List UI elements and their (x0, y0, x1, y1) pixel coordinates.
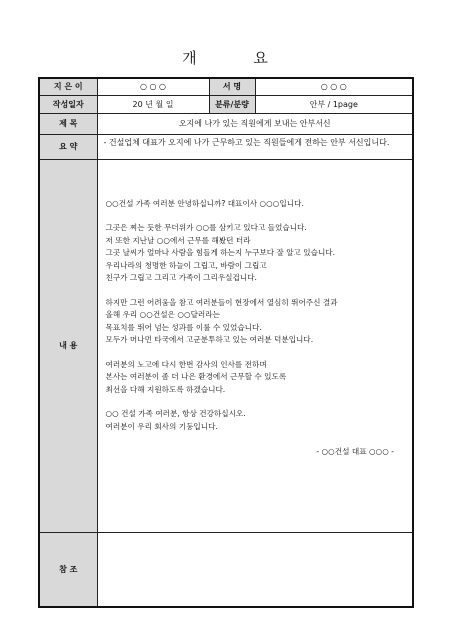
letter-signoff: - ○○건설 대표 ○○○ - (316, 446, 394, 456)
signature-value[interactable]: ○ ○ ○ (255, 78, 413, 95)
document-title: 개 요 (182, 49, 294, 67)
subject-label: 제 목 (39, 113, 97, 134)
letter-line: 그곳 날씨가 얼마나 사람을 힘들게 하는지 누구보다 잘 알고 있습니다. (105, 248, 336, 258)
date-label: 작성일자 (39, 95, 97, 113)
letter-body (98, 160, 413, 458)
subject-value[interactable]: 오지에 나가 있는 직원에게 보내는 안부서신 (97, 113, 413, 134)
signature-label: 서 명 (209, 78, 255, 95)
content-row (39, 159, 413, 532)
category-value[interactable]: 안부 / 1page (255, 95, 413, 113)
letter-line: 여러분의 노고에 다시 한번 감사의 인사를 전하며 (105, 359, 267, 369)
letter-line: 저 또한 지난날 ○○에서 근무를 해봤던 터라 (105, 235, 251, 245)
summary-label: 요 약 (39, 134, 97, 159)
category-label: 분류/분량 (209, 95, 255, 113)
letter-line: 우리나라의 청명한 하늘이 그립고, 바람이 그립고 (105, 260, 267, 270)
date-row (39, 95, 413, 113)
summary-value[interactable]: - 건설업체 대표가 오지에 나가 근무하고 있는 직원들에게 전하는 안부 서신입니다. (97, 134, 413, 159)
author-row (39, 78, 413, 95)
date-value[interactable]: 20 년 월 일 (97, 95, 209, 113)
subject-row (39, 113, 413, 134)
letter-line: 최선을 다해 지원하도록 하겠습니다. (105, 384, 226, 394)
letter-line: 목표치를 뛰어 넘는 성과를 이룰 수 있었습니다. (105, 322, 262, 332)
author-value[interactable]: ○ ○ ○ (97, 78, 209, 95)
reference-row (39, 532, 413, 607)
author-label: 지 은 이 (39, 78, 97, 95)
letter-line: ○○ 건설 가족 여러분, 항상 건강하십시오. (105, 409, 246, 419)
letter-line: 하지만 그런 어려움을 참고 여러분들이 현장에서 열심히 뛰어주신 결과 (105, 297, 338, 307)
letter-line: 여러분이 우리 회사의 기둥입니다. (105, 421, 218, 431)
letter-line: 올해 우리 ○○건설은 ○○달러라는 (105, 310, 220, 320)
reference-value[interactable] (97, 532, 413, 607)
content-cell[interactable] (97, 159, 413, 532)
reference-label: 참 조 (39, 532, 97, 607)
letter-line: 그곳은 찌는 듯한 무더위가 ○○를 삼키고 있다고 들었습니다. (105, 223, 307, 233)
letter-line: 모두가 머나먼 타국에서 고군분투하고 있는 여러분 덕분입니다. (105, 334, 314, 344)
summary-row (39, 134, 413, 159)
letter-greeting: ○○건설 가족 여러분 안녕하십니까? 대표이사 ○○○입니다. (105, 198, 304, 208)
content-label: 내 용 (39, 159, 97, 532)
summary-form-table (38, 77, 414, 608)
letter-line: 본사는 여러분이 좀 더 나은 환경에서 근무할 수 있도록 (105, 372, 287, 382)
letter-line: 친구가 그립고 그리고 가족이 그리우실겁니다. (105, 272, 257, 282)
